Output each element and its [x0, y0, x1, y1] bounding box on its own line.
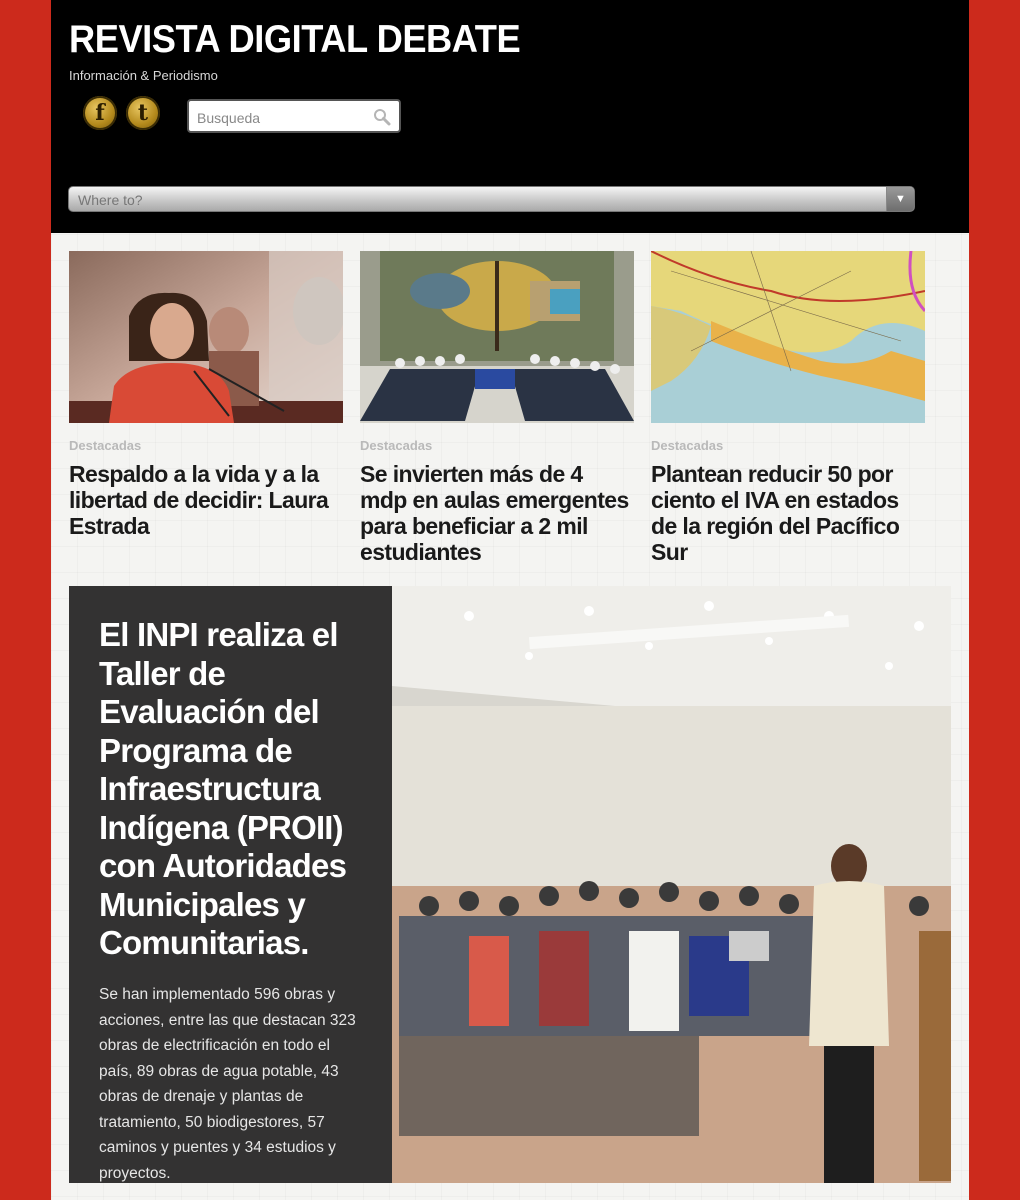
navigation-select-value: Where to? — [78, 192, 143, 208]
facebook-glyph: f — [95, 100, 105, 126]
article-card[interactable] — [651, 251, 925, 565]
search-icon[interactable] — [373, 108, 391, 126]
featured-article[interactable] — [69, 586, 951, 1183]
featured-title[interactable]: El INPI realiza el Taller de Evaluación del Programa de Infraestructura Indígena (PROII) con Autoridades Municipales y Comunitarias. — [99, 616, 347, 961]
featured-excerpt: Se han implementado 596 obras y acciones, entre las que destacan 323 obras de electrificación en todo el país, 89 obras de agua potable, 43 obras de drenaje y plantas de tratamiento, 50 biodigestores, 57 caminos y puentes y 34 estudios y proyectos. — [99, 986, 356, 1182]
twitter-glyph: t — [137, 100, 149, 126]
article-image-speaker[interactable] — [69, 251, 343, 423]
site-tagline: Información & Periodismo — [69, 68, 218, 83]
article-image-meeting[interactable] — [360, 251, 634, 423]
search-box — [187, 99, 401, 133]
facebook-icon[interactable] — [83, 96, 117, 130]
site-header — [51, 0, 969, 233]
featured-text-panel — [69, 586, 392, 1183]
twitter-icon[interactable] — [126, 96, 160, 130]
article-card[interactable] — [69, 251, 343, 539]
article-title[interactable]: Se invierten más de 4 mdp en aulas emergentes para beneficiar a 2 mil estudiantes — [360, 461, 629, 565]
article-title[interactable]: Respaldo a la vida y a la libertad de decidir: Laura Estrada — [69, 461, 329, 539]
article-image-map[interactable] — [651, 251, 925, 423]
article-category[interactable]: Destacadas — [360, 438, 433, 453]
page-container — [51, 0, 969, 1200]
search-input[interactable] — [195, 107, 369, 129]
chevron-down-icon[interactable]: ▼ — [886, 187, 914, 211]
navigation-select[interactable] — [68, 186, 915, 212]
article-category[interactable]: Destacadas — [651, 438, 724, 453]
article-category[interactable]: Destacadas — [69, 438, 142, 453]
article-title[interactable]: Plantean reducir 50 por ciento el IVA en estados de la región del Pacífico Sur — [651, 461, 900, 565]
site-title[interactable]: REVISTA DIGITAL DEBATE — [69, 18, 521, 61]
article-card[interactable] — [360, 251, 634, 565]
